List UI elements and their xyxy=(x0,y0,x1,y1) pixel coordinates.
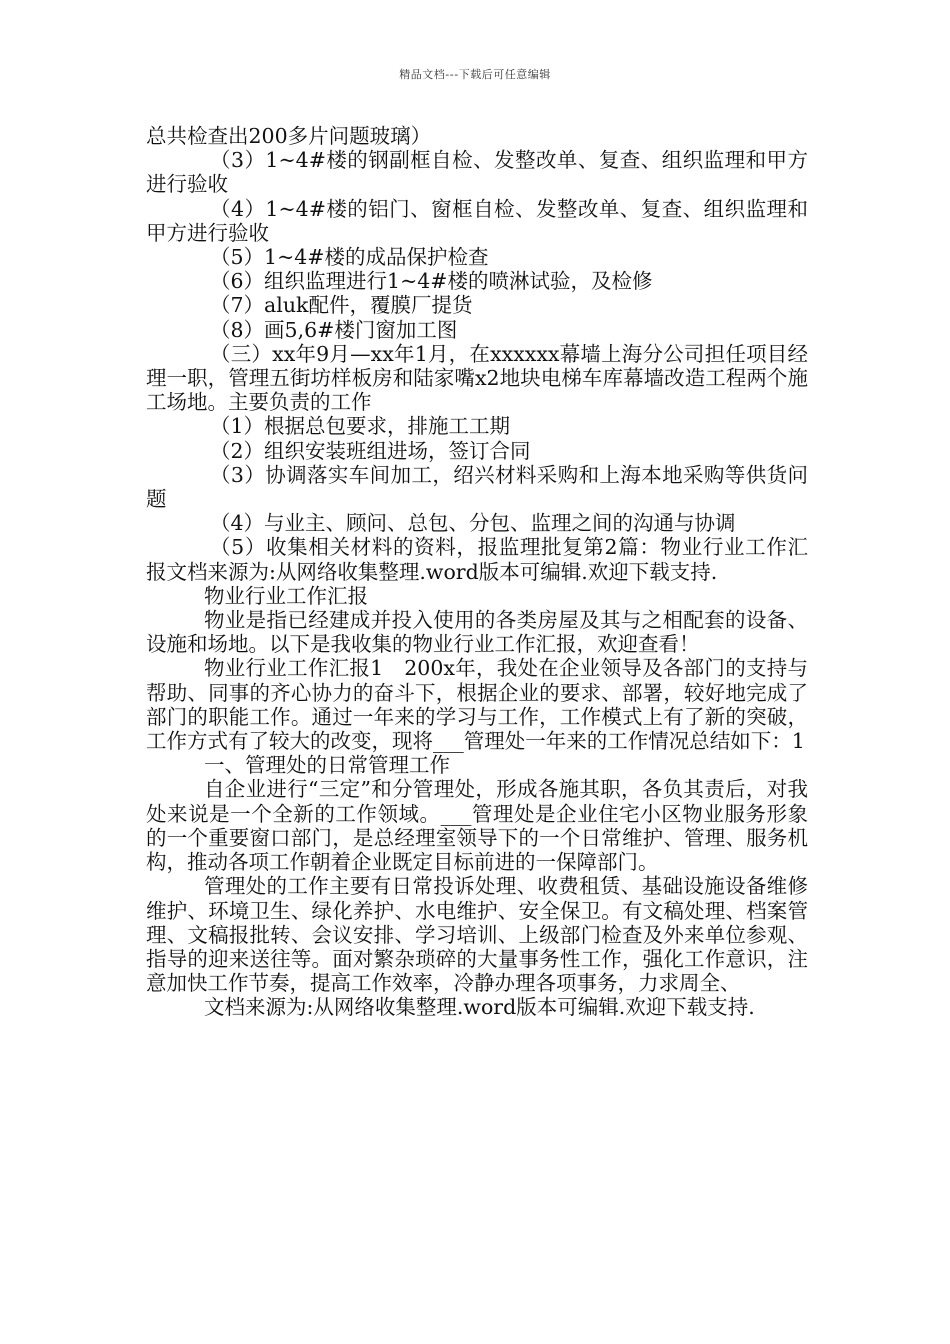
paragraph-6: （7）aluk配件，覆膜厂提货 xyxy=(210,293,473,318)
section-heading: 物业行业工作汇报 xyxy=(204,583,368,608)
paragraph-15: 物业是指已经建成并投入使用的各类房屋及其与之相配套的设备、设施和场地。以下是我收集的物业行业工作汇报，欢迎查看！ xyxy=(146,608,808,657)
paragraph-5: （6）组织监理进行1~4#楼的喷淋试验，及检修 xyxy=(210,269,653,294)
paragraph-4: （5）1~4#楼的成品保护检查 xyxy=(210,245,489,270)
paragraph-13: （5）收集相关材料的资料，报监理批复第2篇：物业行业工作汇报文档来源为:从网络收集整理.word版本可编辑.欢迎下载支持. xyxy=(146,535,808,584)
paragraph-12: （4）与业主、顾问、总包、分包、监理之间的沟通与协调 xyxy=(210,511,736,536)
source-note: 文档来源为:从网络收集整理.word版本可编辑.欢迎下载支持. xyxy=(204,995,755,1020)
subsection-heading: 一、管理处的日常管理工作 xyxy=(204,753,450,778)
paragraph-11: （3）协调落实车间加工，绍兴材料采购和上海本地采购等供货问题 xyxy=(146,462,808,512)
paragraph-7: （8）画5,6#楼门窗加工图 xyxy=(210,317,458,342)
paragraph-19: 管理处的工作主要有日常投诉处理、收费租赁、基础设施设备维修维护、环境卫生、绿化养护、水电维护、安全保卫。有文稿处理、档案管理、文稿报批转、会议安排、学习培训、上级部门检查及外来单位参观、指导的迎来送往等。面对繁杂琐碎的大量事务性工作，强化工作意识，注意加快工作节奏，提高工作效率，冷静办理各项事务，力求周全、 xyxy=(146,874,808,996)
paragraph-3: （4）1~4#楼的铝门、窗框自检、发整改单、复查、组织监理和甲方进行验收 xyxy=(146,196,808,245)
paragraph-1: 总共检查出200多片问题玻璃） xyxy=(146,124,432,148)
paragraph-2: （3）1~4#楼的钢副框自检、发整改单、复查、组织监理和甲方进行验收 xyxy=(146,148,808,197)
document-body xyxy=(146,124,808,1020)
page-header: 精品文档---下载后可任意编辑 xyxy=(399,68,551,81)
paragraph-16: 物业行业工作汇报1 200x年，我处在企业领导及各部门的支持与帮助、同事的齐心协力的奋斗下，根据企业的要求、部署，较好地完成了部门的职能工作。通过一年来的学习与工作，工作模式上有了新的突破，工作方式有了较大的改变，现将___管理处一年来的工作情况总结如下：1 xyxy=(146,656,808,754)
paragraph-10: （2）组织安装班组进场，签订合同 xyxy=(210,438,531,463)
paragraph-8: （三）xx年9月—xx年1月，在xxxxxx幕墙上海分公司担任项目经理一职，管理五街坊样板房和陆家嘴x2地块电梯车库幕墙改造工程两个施工场地。主要负责的工作 xyxy=(146,341,808,415)
paragraph-18: 自企业进行“三定”和分管理处，形成各施其职，各负其责后，对我处来说是一个全新的工作领域。___管理处是企业住宅小区物业服务形象的一个重要窗口部门，是总经理室领导下的一个日常维护、管理、服务机构，推动各项工作朝着企业既定目标前进的一保障部门。 xyxy=(146,777,808,875)
paragraph-9: （1）根据总包要求，排施工工期 xyxy=(210,414,511,439)
